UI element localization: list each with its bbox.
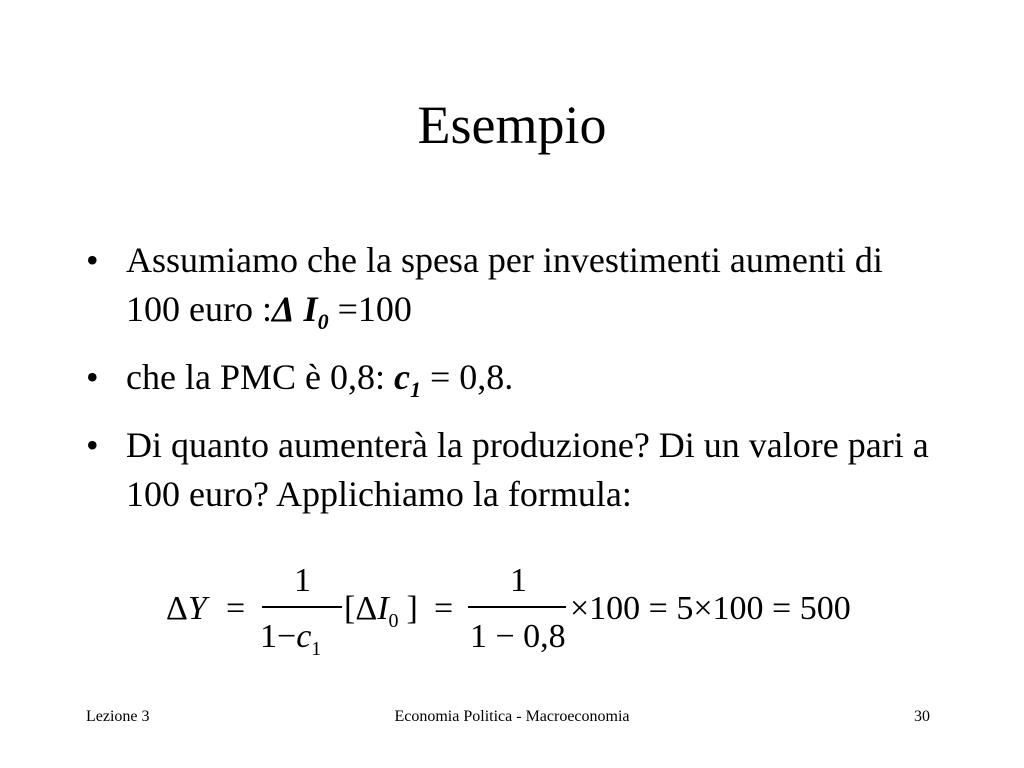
bullet-icon: • — [86, 425, 99, 465]
bracket-i: I — [377, 590, 389, 627]
formula-bracket-term — [344, 592, 418, 631]
slide-title: Esempio — [417, 95, 607, 155]
math-subscript: 0 — [317, 309, 329, 334]
bullet-text: Assumiamo che la spesa per investimenti aumenti di 100 euro : — [126, 240, 883, 329]
bullet-text: Di quanto aumenterà la produzione? Di un valore pari a 100 euro? Applichiamo la formula: — [126, 425, 929, 514]
fraction2-numerator: 1 — [510, 562, 527, 599]
bullet-item-investment — [86, 236, 936, 346]
math-variable: I — [303, 289, 318, 329]
footer-course: Economia Politica - Macroeconomia — [394, 708, 630, 725]
fraction1-bar — [262, 606, 342, 608]
bracket-open: [ — [344, 590, 356, 627]
bullet-icon: • — [86, 240, 99, 280]
bracket-sub: 0 — [388, 610, 399, 632]
bracket-close: ] — [406, 590, 418, 627]
fraction2-denominator: 1 − 0,8 — [470, 618, 566, 655]
fraction1-den-c: c — [296, 618, 312, 655]
math-rest: = 0,8. — [420, 357, 514, 397]
math-variable: c — [393, 357, 410, 397]
fraction1-denominator — [260, 620, 321, 659]
formula-delta: Δ — [166, 590, 188, 627]
fraction2-bar — [468, 606, 566, 608]
bullet-list — [86, 236, 936, 526]
formula-y: Y — [187, 590, 207, 627]
bracket-delta: Δ — [355, 590, 378, 627]
bullet-icon: • — [86, 357, 99, 397]
formula-tail: ×100 = 5×100 = 500 — [570, 590, 851, 627]
footer-page-number: 30 — [914, 708, 930, 725]
fraction1-den-minus: − — [277, 618, 297, 655]
footer-lesson: Lezione 3 — [86, 708, 150, 725]
math-delta: Δ — [271, 289, 295, 329]
math-rest: =100 — [328, 289, 412, 329]
bullet-item-question — [86, 421, 936, 519]
multiplier-formula — [166, 562, 926, 662]
bullet-text: che la PMC è 0,8: — [126, 357, 394, 397]
fraction1-den-one: 1 — [260, 618, 277, 655]
math-subscript: 1 — [409, 377, 421, 402]
fraction1-den-sub: 1 — [311, 638, 322, 660]
formula-equals-1: = — [226, 590, 246, 627]
formula-equals-2: = — [434, 590, 454, 627]
fraction1-numerator: 1 — [294, 562, 311, 599]
bullet-item-pmc — [86, 353, 936, 414]
formula-lhs — [166, 592, 207, 626]
